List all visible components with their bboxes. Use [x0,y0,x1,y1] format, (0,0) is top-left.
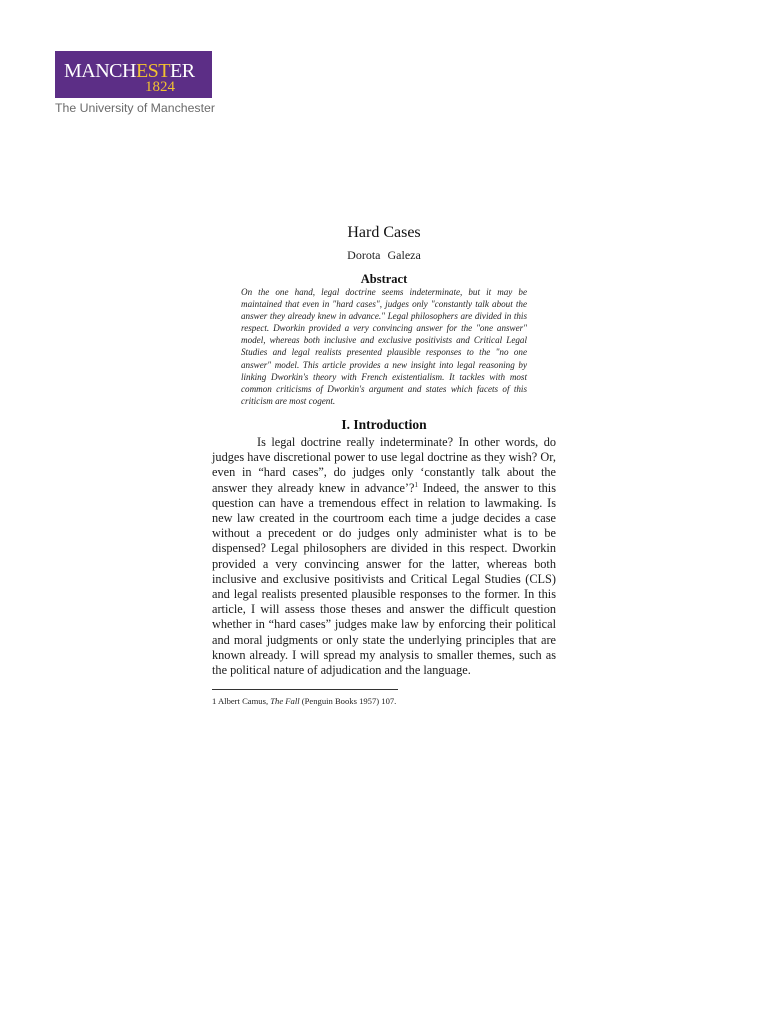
logo-word-part: ER [170,60,195,82]
footnote-citation-rest: (Penguin Books 1957) 107. [299,696,397,707]
intro-text: Is legal doctrine really indeterminate? In other words, do judges have discretional power to use legal doctrine as they wish? Or, even in “hard cases”, do judges only ‘constantly talk about the answer they already knew in advance’? [212,434,556,495]
logo-box [55,51,212,98]
logo-year: 1824 [145,79,175,95]
footnote [212,696,556,707]
abstract-heading: Abstract [360,272,408,286]
introduction-paragraph [212,435,556,678]
logo-wordmark [64,61,195,81]
intro-text: Indeed, the answer to this question can have a tremendous effect in relation to lawmaking. Is new law created in the courtroom each time a judge decides a case without a precedent or do judges only administer what is to be dispensed? Legal philosophers are divided in this respect. Dworkin provided a very convincing answer for the latter, whereas both inclusive and exclusive positivists and Critical Legal Studies (CLS) and legal realists presented plausible responses to the former. In this article, I will assess those theses and answer the difficult question whether in “hard cases” judges make law by enforcing their political and moral judgments or only state the underlying principles that are known already. I will spread my analysis to smaller themes, such as the political nature of adjudication and the language. [212,480,556,677]
university-logo [55,51,215,115]
paper-title: Hard Cases [347,224,421,241]
footnote-divider [212,689,398,690]
footnote-citation: 1 Albert Camus, [212,696,271,707]
logo-word-part: MANCH [64,60,136,82]
paper-author: Dorota Galeza [347,248,421,262]
footnote-work-title: The Fall [270,696,300,707]
abstract-text: On the one hand, legal doctrine seems indeterminate, but it may be maintained that even in "hard cases", judges only "constantly talk about the answer they already knew in advance." Legal philosophers are divided in this respect. Dworkin provided a very convincing answer for the "one answer" model, whereas both inclusive and exclusive positivists and Critical Legal Studies and legal realists presented plausible responses to the "no one answer" model. This article provides a new insight into legal reasoning by linking Dworkin's theory with French existentialism. It tackles with most common criticisms of Dworkin's argument and states which facets of this criticism are most cogent. [241,287,527,406]
paper-body [212,224,556,707]
section-heading-introduction: I. Introduction [341,416,427,432]
logo-word-highlight: EST [135,60,171,82]
footnote-reference[interactable]: 1 [414,480,418,489]
logo-subtitle: The University of Manchester [55,101,215,115]
